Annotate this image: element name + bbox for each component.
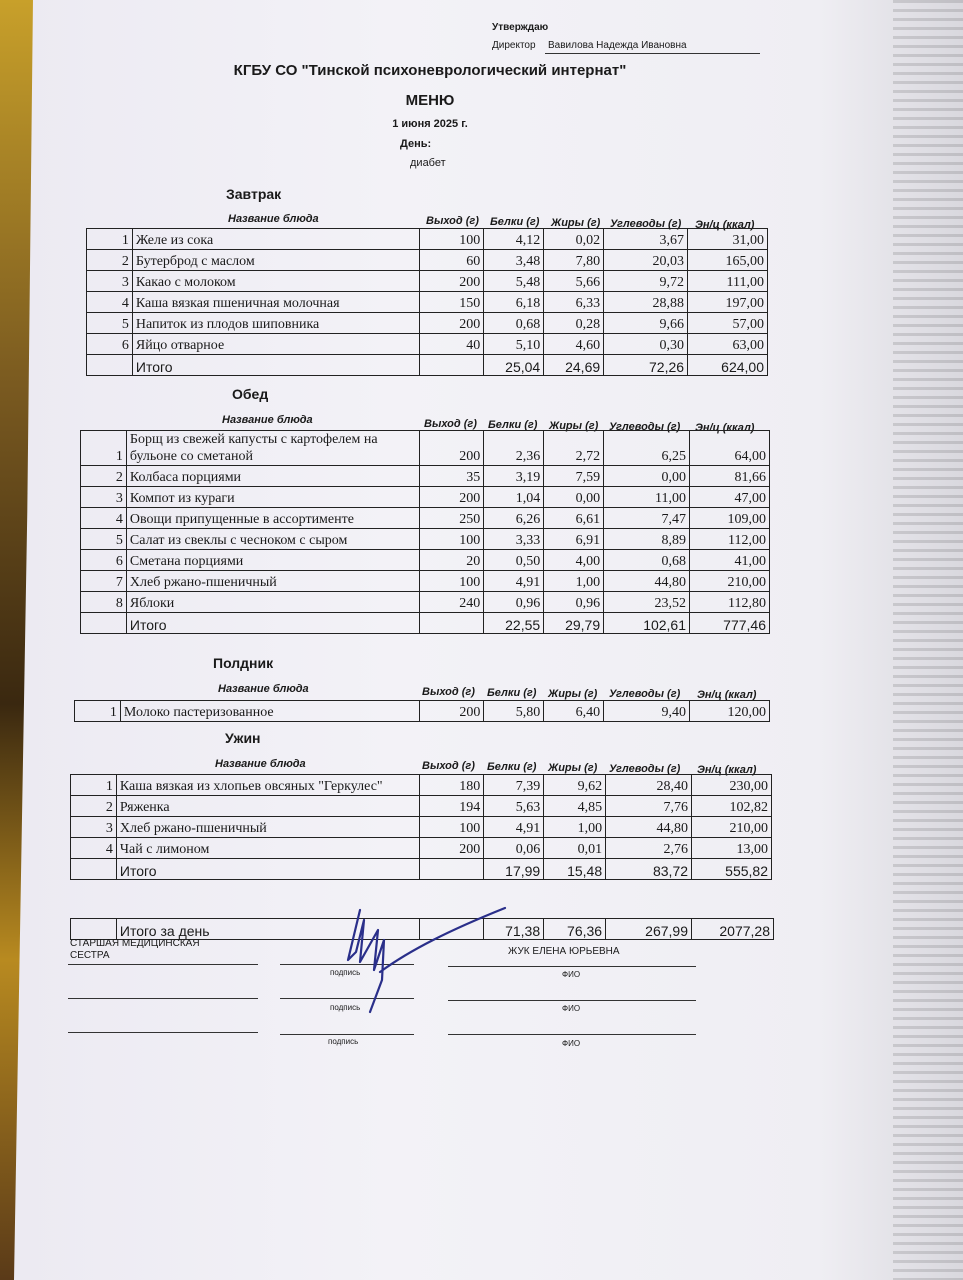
dish-carbs: 8,89 [604, 529, 690, 550]
dish-protein: 2,36 [484, 431, 544, 466]
dish-fat: 6,91 [544, 529, 604, 550]
dish-fat: 6,61 [544, 508, 604, 529]
dish-carbs: 28,40 [606, 775, 692, 796]
dish-output: 200 [420, 313, 484, 334]
dish-energy: 102,82 [692, 796, 772, 817]
row-index: 4 [81, 508, 127, 529]
dish-output: 200 [420, 431, 484, 466]
table-row [87, 229, 768, 250]
dish-name: Колбаса порциями [126, 466, 419, 487]
day-total-idx [71, 919, 117, 940]
row-index: 6 [81, 550, 127, 571]
dish-name: Яблоки [126, 592, 419, 613]
col-fat: Жиры (г) [548, 762, 598, 774]
col-carbs: Углеводы (г) [609, 688, 681, 700]
day-total-energy: 2077,28 [692, 919, 774, 940]
col-protein: Белки (г) [490, 216, 540, 228]
dish-output: 200 [420, 838, 484, 859]
day-total-fat: 76,36 [544, 919, 606, 940]
dish-carbs: 6,25 [604, 431, 690, 466]
col-carbs: Углеводы (г) [610, 218, 682, 230]
total-idx [71, 859, 117, 880]
dish-protein: 4,91 [484, 571, 544, 592]
table-row [71, 775, 772, 796]
dish-carbs: 9,72 [604, 271, 688, 292]
role-line-1 [68, 964, 258, 965]
col-output: Выход (г) [426, 215, 479, 227]
dish-protein: 0,50 [484, 550, 544, 571]
section-lunch-title: Обед [232, 386, 269, 402]
table-row [81, 571, 770, 592]
day-total-protein: 71,38 [484, 919, 544, 940]
total-output [420, 355, 484, 376]
total-protein: 25,04 [484, 355, 544, 376]
dish-fat: 1,00 [544, 817, 606, 838]
total-energy: 777,46 [690, 613, 770, 634]
dish-energy: 41,00 [690, 550, 770, 571]
dish-protein: 7,39 [484, 775, 544, 796]
dish-carbs: 9,66 [604, 313, 688, 334]
table-row [71, 796, 772, 817]
row-index: 1 [75, 701, 121, 722]
table-row [81, 592, 770, 613]
dish-name: Каша вязкая из хлопьев овсяных "Геркулес" [116, 775, 419, 796]
total-carbs: 72,26 [604, 355, 688, 376]
dish-fat: 9,62 [544, 775, 606, 796]
dish-energy: 112,80 [690, 592, 770, 613]
table-row [75, 701, 770, 722]
table-row [87, 313, 768, 334]
dish-output: 150 [420, 292, 484, 313]
dish-protein: 1,04 [484, 487, 544, 508]
dish-output: 194 [420, 796, 484, 817]
dish-output: 100 [420, 571, 484, 592]
diet-value: диабет [410, 157, 446, 169]
menu-date: 1 июня 2025 г. [392, 118, 468, 130]
dish-name: Яйцо отварное [132, 334, 419, 355]
signer-name: ЖУК ЕЛЕНА ЮРЬЕВНА [508, 946, 620, 957]
total-row [81, 613, 770, 634]
row-index: 4 [87, 292, 133, 313]
dish-carbs: 0,00 [604, 466, 690, 487]
col-protein: Белки (г) [488, 419, 538, 431]
approve-label: Утверждаю [492, 22, 549, 33]
row-index: 1 [87, 229, 133, 250]
col-protein: Белки (г) [487, 687, 537, 699]
handwritten-signature [320, 900, 520, 1020]
dish-fat: 4,60 [544, 334, 604, 355]
dish-fat: 5,66 [544, 271, 604, 292]
director-label: Директор [492, 40, 536, 51]
dish-fat: 0,96 [544, 592, 604, 613]
section-breakfast-title: Завтрак [226, 186, 282, 202]
dish-fat: 0,00 [544, 487, 604, 508]
dish-name: Какао с молоком [132, 271, 419, 292]
signer-role-line1: СТАРШАЯ МЕДИЦИНСКАЯ [70, 938, 200, 949]
total-output [420, 859, 484, 880]
sign-caption-3: подпись [328, 1037, 359, 1046]
dish-fat: 1,00 [544, 571, 604, 592]
dish-energy: 57,00 [688, 313, 768, 334]
col-carbs: Углеводы (г) [609, 763, 681, 775]
table-row [81, 508, 770, 529]
col-name: Название блюда [228, 213, 319, 225]
col-fat: Жиры (г) [551, 217, 601, 229]
total-protein: 22,55 [484, 613, 544, 634]
col-energy: Эн/ц (ккал) [695, 422, 755, 434]
dish-carbs: 9,40 [604, 701, 690, 722]
dish-fat: 2,72 [544, 431, 604, 466]
dish-name: Каша вязкая пшеничная молочная [132, 292, 419, 313]
col-energy: Эн/ц (ккал) [695, 219, 755, 231]
day-total-label: Итого за день [116, 919, 419, 940]
total-row [87, 355, 768, 376]
dish-protein: 0,96 [484, 592, 544, 613]
dish-name: Компот из кураги [126, 487, 419, 508]
dish-name: Бутерброд с маслом [132, 250, 419, 271]
dish-fat: 6,40 [544, 701, 604, 722]
row-index: 2 [71, 796, 117, 817]
total-fat: 15,48 [544, 859, 606, 880]
table-row [81, 431, 770, 466]
table-row [71, 838, 772, 859]
dish-output: 200 [420, 487, 484, 508]
col-name: Название блюда [218, 683, 309, 695]
dish-protein: 5,10 [484, 334, 544, 355]
dinner-table [70, 774, 772, 880]
dish-protein: 0,06 [484, 838, 544, 859]
total-protein: 17,99 [484, 859, 544, 880]
dish-output: 100 [420, 529, 484, 550]
dish-carbs: 28,88 [604, 292, 688, 313]
dish-protein: 6,26 [484, 508, 544, 529]
dish-name: Овощи припущенные в ассортименте [126, 508, 419, 529]
total-fat: 29,79 [544, 613, 604, 634]
row-index: 8 [81, 592, 127, 613]
dish-output: 100 [420, 817, 484, 838]
col-output: Выход (г) [422, 686, 475, 698]
dish-energy: 64,00 [690, 431, 770, 466]
table-row [71, 817, 772, 838]
dish-output: 200 [420, 271, 484, 292]
total-energy: 624,00 [688, 355, 768, 376]
lunch-table [80, 430, 770, 634]
dish-energy: 210,00 [692, 817, 772, 838]
dish-carbs: 3,67 [604, 229, 688, 250]
dish-carbs: 7,47 [604, 508, 690, 529]
dish-carbs: 23,52 [604, 592, 690, 613]
dish-energy: 197,00 [688, 292, 768, 313]
dish-energy: 13,00 [692, 838, 772, 859]
sign-caption-1: подпись [330, 968, 361, 977]
snack-table [74, 700, 770, 722]
dish-fat: 0,01 [544, 838, 606, 859]
dish-fat: 6,33 [544, 292, 604, 313]
dish-energy: 63,00 [688, 334, 768, 355]
dish-carbs: 20,03 [604, 250, 688, 271]
row-index: 3 [87, 271, 133, 292]
dish-carbs: 11,00 [604, 487, 690, 508]
dish-energy: 111,00 [688, 271, 768, 292]
table-row [81, 487, 770, 508]
dish-fat: 0,28 [544, 313, 604, 334]
sign-line-3 [280, 1034, 414, 1035]
dish-name: Хлеб ржано-пшеничный [116, 817, 419, 838]
row-index: 6 [87, 334, 133, 355]
table-row [87, 292, 768, 313]
toner-smudge [893, 0, 963, 1280]
dish-output: 250 [420, 508, 484, 529]
signer-role-line2: СЕСТРА [70, 950, 110, 961]
row-index: 5 [87, 313, 133, 334]
role-line-2 [68, 998, 258, 999]
dish-output: 200 [420, 701, 484, 722]
dish-fat: 4,85 [544, 796, 606, 817]
total-row [71, 859, 772, 880]
paper-sheet [14, 0, 963, 1280]
col-energy: Эн/ц (ккал) [697, 764, 757, 776]
section-dinner-title: Ужин [225, 730, 261, 746]
row-index: 1 [81, 431, 127, 466]
dish-energy: 109,00 [690, 508, 770, 529]
col-output: Выход (г) [422, 760, 475, 772]
total-label: Итого [132, 355, 419, 376]
dish-fat: 7,59 [544, 466, 604, 487]
table-row [87, 250, 768, 271]
dish-energy: 210,00 [690, 571, 770, 592]
dish-energy: 81,66 [690, 466, 770, 487]
table-row [87, 271, 768, 292]
col-energy: Эн/ц (ккал) [697, 689, 757, 701]
total-fat: 24,69 [544, 355, 604, 376]
dish-protein: 6,18 [484, 292, 544, 313]
dish-protein: 0,68 [484, 313, 544, 334]
col-output: Выход (г) [424, 418, 477, 430]
role-line-3 [68, 1032, 258, 1033]
col-fat: Жиры (г) [548, 688, 598, 700]
dish-name: Хлеб ржано-пшеничный [126, 571, 419, 592]
col-name: Название блюда [222, 414, 313, 426]
col-name: Название блюда [215, 758, 306, 770]
dish-output: 20 [420, 550, 484, 571]
dish-protein: 3,19 [484, 466, 544, 487]
dish-carbs: 44,80 [606, 817, 692, 838]
organization-title: КГБУ СО "Тинской психоневрологический интернат" [233, 62, 627, 79]
dish-carbs: 44,80 [604, 571, 690, 592]
fio-caption-2: ФИО [562, 1004, 581, 1013]
menu-title: МЕНЮ [405, 92, 455, 109]
dish-name: Борщ из свежей капусты с картофелем на бульоне со сметаной [126, 431, 419, 466]
fio-caption-1: ФИО [562, 970, 581, 979]
table-row [81, 550, 770, 571]
row-index: 2 [81, 466, 127, 487]
dish-energy: 112,00 [690, 529, 770, 550]
dish-output: 100 [420, 229, 484, 250]
table-row [87, 334, 768, 355]
dish-name: Сметана порциями [126, 550, 419, 571]
dish-fat: 4,00 [544, 550, 604, 571]
dish-output: 60 [420, 250, 484, 271]
section-snack-title: Полдник [213, 655, 274, 671]
dish-name: Желе из сока [132, 229, 419, 250]
dish-energy: 120,00 [690, 701, 770, 722]
director-underline [545, 53, 760, 54]
dish-energy: 31,00 [688, 229, 768, 250]
dish-energy: 230,00 [692, 775, 772, 796]
dish-energy: 47,00 [690, 487, 770, 508]
total-label: Итого [116, 859, 419, 880]
dish-name: Молоко пастеризованное [120, 701, 420, 722]
dish-carbs: 2,76 [606, 838, 692, 859]
dish-protein: 3,33 [484, 529, 544, 550]
dish-output: 240 [420, 592, 484, 613]
dish-name: Салат из свеклы с чесноком с сыром [126, 529, 419, 550]
col-carbs: Углеводы (г) [609, 421, 681, 433]
total-idx [81, 613, 127, 634]
dish-carbs: 0,68 [604, 550, 690, 571]
dish-carbs: 0,30 [604, 334, 688, 355]
dish-protein: 5,48 [484, 271, 544, 292]
sign-caption-2: подпись [330, 1003, 361, 1012]
dish-name: Напиток из плодов шиповника [132, 313, 419, 334]
total-carbs: 83,72 [606, 859, 692, 880]
dish-output: 40 [420, 334, 484, 355]
row-index: 7 [81, 571, 127, 592]
col-fat: Жиры (г) [549, 420, 599, 432]
fio-line-3 [448, 1034, 696, 1035]
row-index: 1 [71, 775, 117, 796]
total-idx [87, 355, 133, 376]
breakfast-table [86, 228, 768, 376]
dish-protein: 4,91 [484, 817, 544, 838]
dish-protein: 5,80 [484, 701, 544, 722]
dish-protein: 5,63 [484, 796, 544, 817]
total-energy: 555,82 [692, 859, 772, 880]
signer-role [70, 938, 200, 962]
total-carbs: 102,61 [604, 613, 690, 634]
table-row [81, 529, 770, 550]
col-protein: Белки (г) [487, 761, 537, 773]
dish-fat: 7,80 [544, 250, 604, 271]
dish-output: 180 [420, 775, 484, 796]
dish-protein: 3,48 [484, 250, 544, 271]
row-index: 4 [71, 838, 117, 859]
row-index: 2 [87, 250, 133, 271]
fio-caption-3: ФИО [562, 1039, 581, 1048]
day-total-carbs: 267,99 [606, 919, 692, 940]
total-output [420, 613, 484, 634]
dish-carbs: 7,76 [606, 796, 692, 817]
dish-energy: 165,00 [688, 250, 768, 271]
day-label: День: [400, 138, 432, 150]
dish-output: 35 [420, 466, 484, 487]
director-name: Вавилова Надежда Ивановна [548, 40, 687, 51]
row-index: 5 [81, 529, 127, 550]
row-index: 3 [81, 487, 127, 508]
row-index: 3 [71, 817, 117, 838]
dish-fat: 0,02 [544, 229, 604, 250]
dish-name: Чай с лимоном [116, 838, 419, 859]
table-row [81, 466, 770, 487]
dish-name: Ряженка [116, 796, 419, 817]
total-label: Итого [126, 613, 419, 634]
dish-protein: 4,12 [484, 229, 544, 250]
